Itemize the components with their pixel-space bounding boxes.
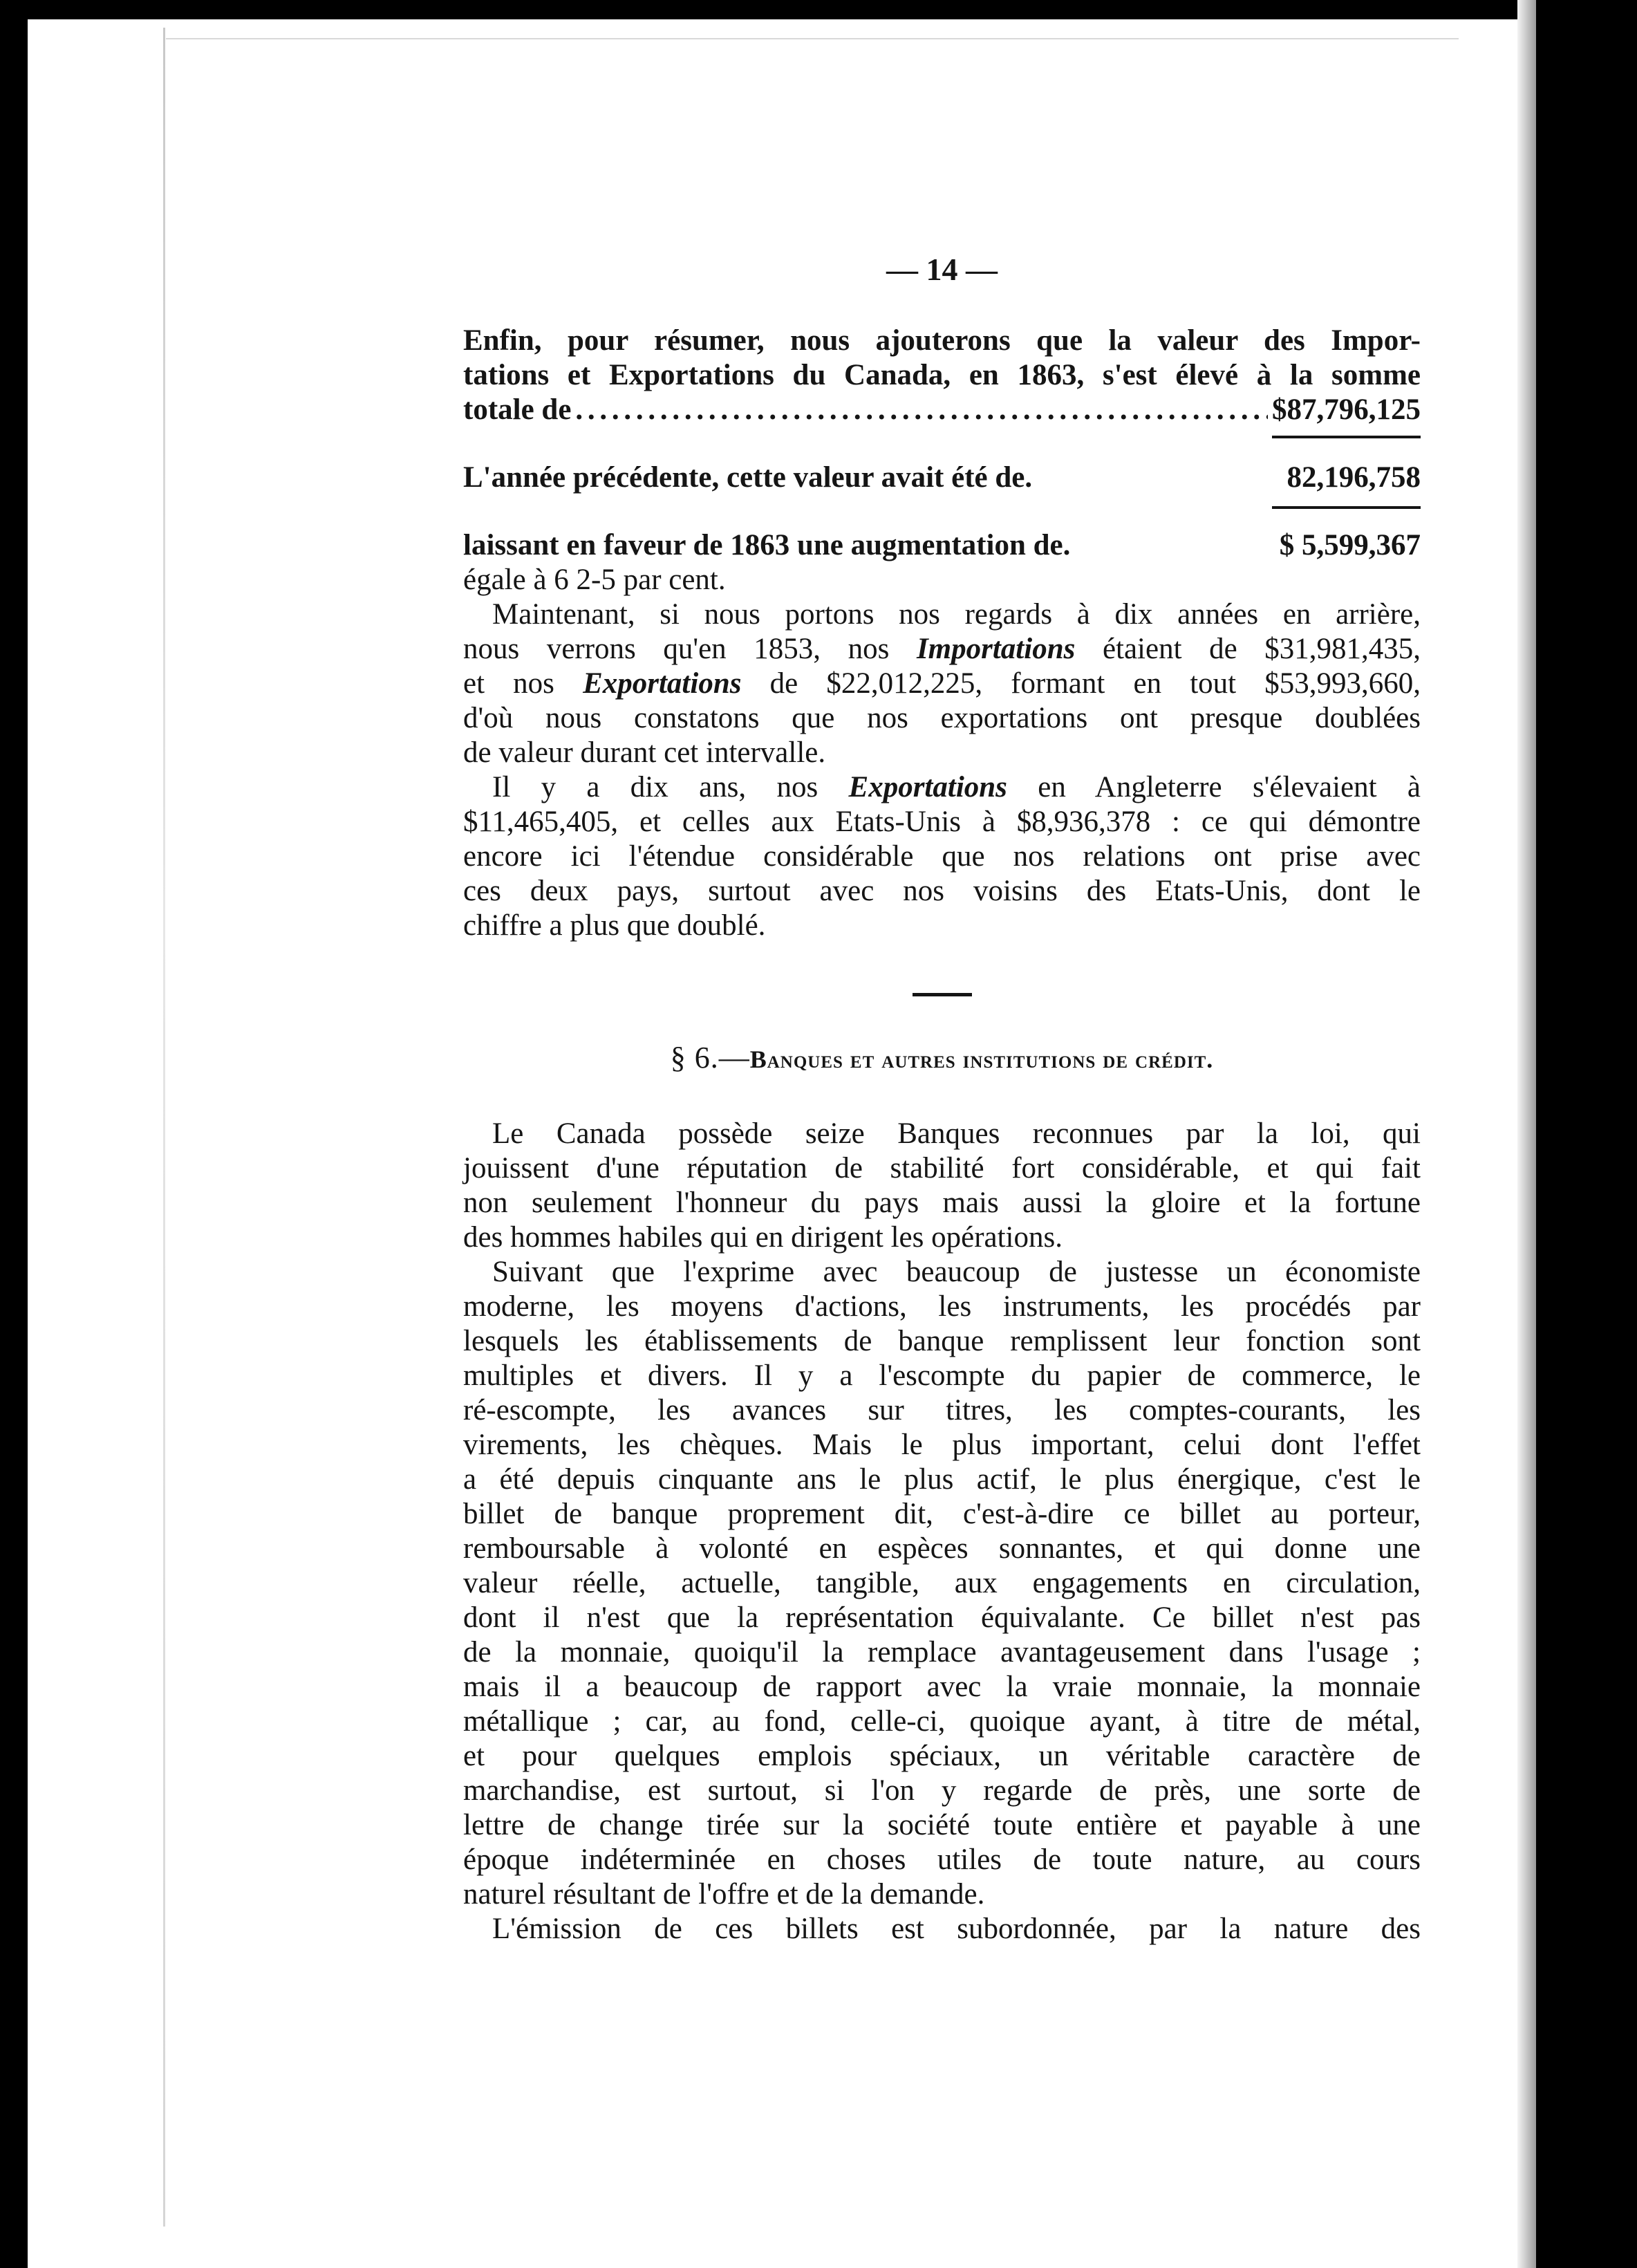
summary-line-1: Enfin, pour résumer, nous ajouterons que la valeur des Impor-: [463, 324, 1421, 357]
text-line: non seulement l'honneur du pays mais aussi la gloire et la fortune: [463, 1187, 1421, 1219]
previous-year-rule: [463, 495, 1421, 517]
section-title: Banques et autres institutions de crédit.: [749, 1045, 1214, 1073]
paragraph-banks: [463, 1117, 1421, 1255]
text-line: $11,465,405, et celles aux Etats-Unis à $8,936,378 : ce qui démontre: [463, 806, 1421, 838]
difference-amount: $ 5,599,367: [1279, 529, 1421, 561]
page-gutter-line: [163, 28, 165, 2227]
text-line: L'émission de ces billets est subordonnée, par la nature des: [492, 1913, 1421, 1945]
paragraph-emission: [463, 1912, 1421, 1946]
text-line: Il y a dix ans, nos Exportations en Angleterre s'élevaient à: [492, 771, 1421, 803]
difference-label: laissant en faveur de 1863 une augmentation de.: [463, 529, 1071, 561]
text-line: ré-escompte, les avances sur titres, les comptes-courants, les: [463, 1394, 1421, 1426]
text-line: et pour quelques emplois spéciaux, un véritable caractère de: [463, 1740, 1421, 1772]
text-line: lesquels les établissements de banque remplissent leur fonction sont: [463, 1325, 1421, 1357]
text-line: de la monnaie, quoiqu'il la remplace avantageusement dans l'usage ;: [463, 1636, 1421, 1669]
summary-block: [463, 324, 1421, 597]
italic-term: Exportations: [583, 667, 742, 700]
difference-row: [463, 528, 1421, 563]
previous-year-amount: 82,196,758: [1287, 461, 1421, 494]
text-line: naturel résultant de l'offre et de la demande.: [463, 1878, 985, 1911]
text-line: moderne, les moyens d'actions, les instruments, les procédés par: [463, 1290, 1421, 1323]
text-line: mais il a beaucoup de rapport avec la vraie monnaie, la monnaie: [463, 1671, 1421, 1703]
leader-dots: [575, 393, 1268, 427]
scan-border-right: [1536, 0, 1637, 2268]
text-line: remboursable à volonté en espèces sonnantes, et qui donne une: [463, 1532, 1421, 1565]
paragraph-economist: [463, 1255, 1421, 1912]
text-line: lettre de change tirée sur la société toute entière et payable à une: [463, 1809, 1421, 1841]
text-line: ces deux pays, surtout avec nos voisins des Etats-Unis, dont le: [463, 875, 1421, 907]
text-line: Maintenant, si nous portons nos regards à dix années en arrière,: [492, 598, 1421, 631]
text-line: des hommes habiles qui en dirigent les opérations.: [463, 1221, 1063, 1254]
text-line: métallique ; car, au fond, celle-ci, quoique ayant, à titre de métal,: [463, 1705, 1421, 1738]
section-number: § 6.—: [670, 1041, 750, 1075]
section-heading: [463, 1041, 1421, 1077]
text-line: chiffre a plus que doublé.: [463, 909, 766, 942]
text-line: Le Canada possède seize Banques reconnues par la loi, qui: [492, 1117, 1421, 1150]
text-line: et nos Exportations de $22,012,225, formant en tout $53,993,660,: [463, 667, 1421, 700]
total-amount: $87,796,125: [1272, 393, 1421, 426]
text-line: multiples et divers. Il y a l'escompte du papier de commerce, le: [463, 1359, 1421, 1392]
scan-shadow-right: [1517, 0, 1536, 2268]
previous-year-row: [463, 461, 1421, 495]
italic-term: Importations: [916, 633, 1076, 665]
text-line: époque indéterminée en choses utiles de toute nature, au cours: [463, 1843, 1421, 1876]
scan-border-left: [0, 0, 28, 2268]
page-number: — 14 —: [886, 252, 998, 287]
text-line: nous verrons qu'en 1853, nos Importations étaient de $31,981,435,: [463, 633, 1421, 665]
text-line: d'où nous constatons que nos exportations ont presque doublées: [463, 702, 1421, 734]
text-line: jouissent d'une réputation de stabilité fort considérable, et qui fait: [463, 1152, 1421, 1184]
summary-line-2: tations et Exportations du Canada, en 1863, s'est élevé à la somme: [463, 359, 1421, 391]
page-top-edge: [166, 38, 1459, 39]
text-line: virements, les chèques. Mais le plus important, celui dont l'effet: [463, 1429, 1421, 1461]
section-divider: [913, 993, 972, 996]
scan-border-top: [0, 0, 1637, 19]
text-line: de valeur durant cet intervalle.: [463, 736, 826, 769]
page-content: [463, 249, 1421, 1946]
previous-year-label: L'année précédente, cette valeur avait été de.: [463, 461, 1033, 494]
text-line: encore ici l'étendue considérable que nos relations ont prise avec: [463, 840, 1421, 873]
total-row: [463, 393, 1421, 427]
percentage-line: égale à 6 2-5 par cent.: [463, 564, 726, 596]
text-line: valeur réelle, actuelle, tangible, aux engagements en circulation,: [463, 1567, 1421, 1599]
total-rule: [463, 427, 1421, 449]
paragraph-ten-years: [463, 597, 1421, 770]
text-line: dont il n'est que la représentation équivalante. Ce billet n'est pas: [463, 1601, 1421, 1634]
text-line: a été depuis cinquante ans le plus actif, le plus énergique, c'est le: [463, 1463, 1421, 1496]
italic-term: Exportations: [848, 771, 1007, 803]
text-line: billet de banque proprement dit, c'est-à-dire ce billet au porteur,: [463, 1498, 1421, 1530]
total-label: totale de: [463, 393, 572, 426]
text-line: marchandise, est surtout, si l'on y regarde de près, une sorte de: [463, 1774, 1421, 1807]
paragraph-england: [463, 770, 1421, 943]
text-line: Suivant que l'exprime avec beaucoup de justesse un économiste: [492, 1256, 1421, 1288]
